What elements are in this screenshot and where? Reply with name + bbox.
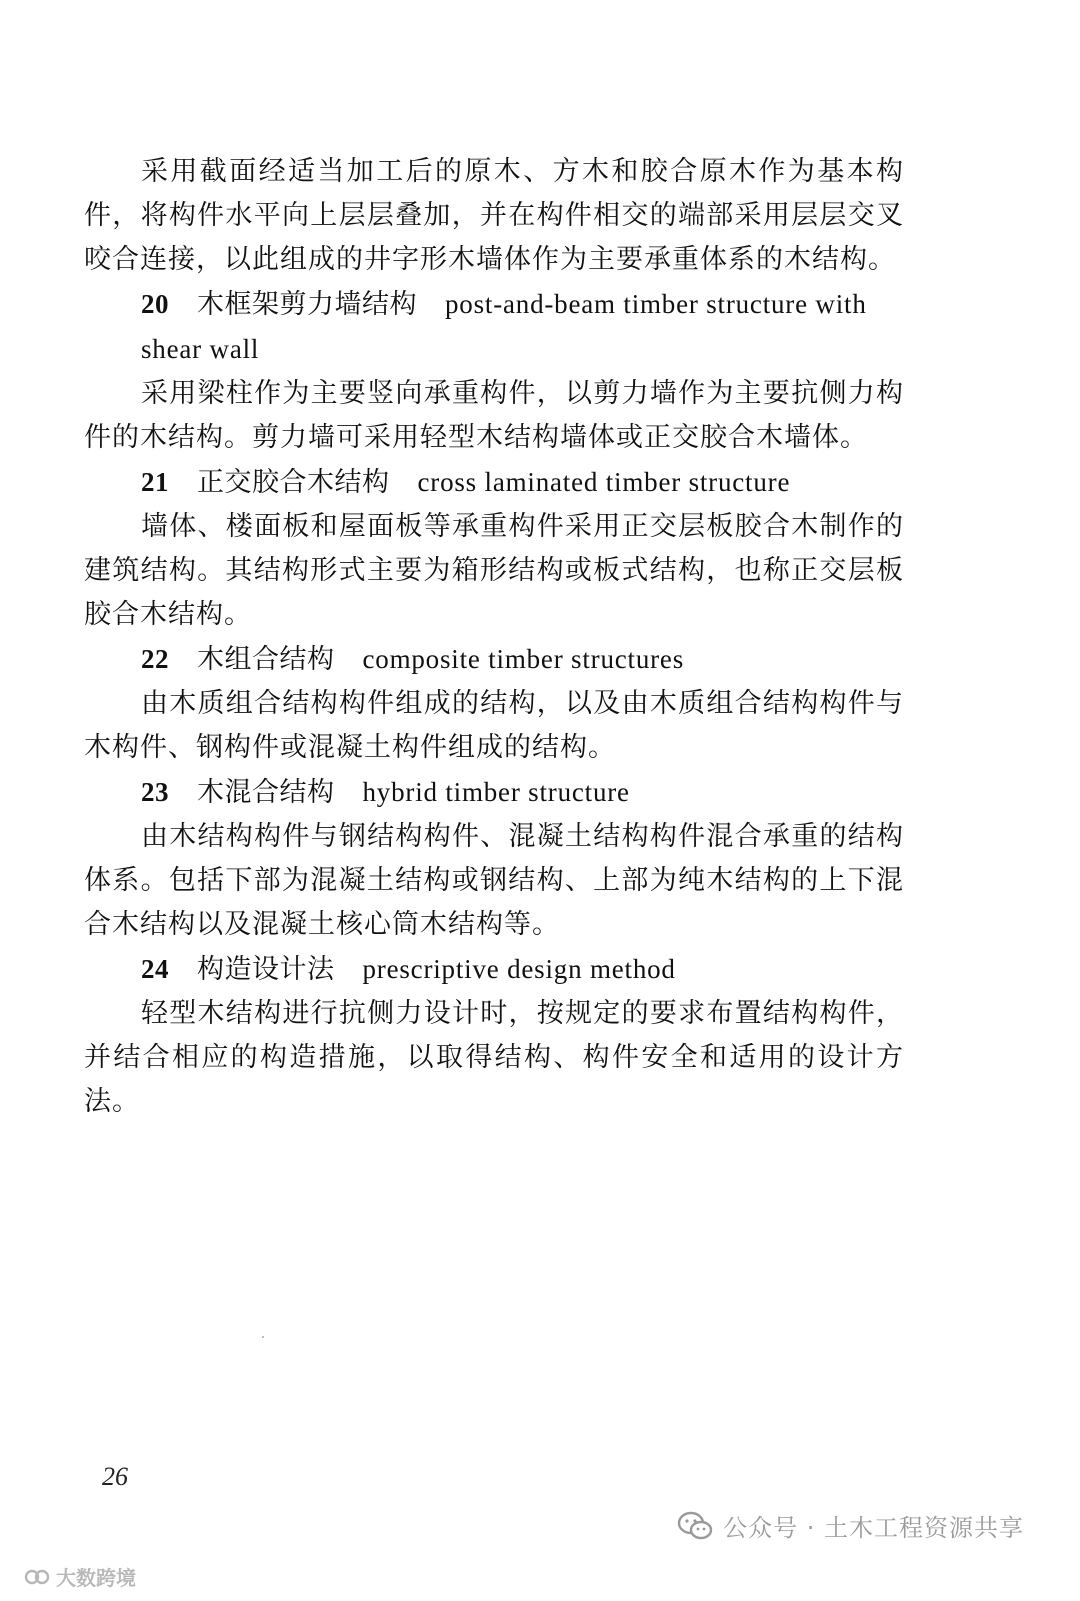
scan-speck xyxy=(262,1336,264,1338)
term-number: 23 xyxy=(141,777,169,807)
term-number: 22 xyxy=(141,644,169,674)
term-chinese: 木混合结构 xyxy=(197,777,335,808)
paragraph-19-definition: 采用截面经适当加工后的原木、方木和胶合原木作为基本构件，将构件水平向上层层叠加，并在构件相交的端部采用层层交叉咬合连接，以此组成的井字形木墙体作为主要承重体系的木结构。 xyxy=(84,156,904,275)
page-number: 26 xyxy=(102,1462,128,1491)
term-english: hybrid timber structure xyxy=(362,777,630,807)
term-heading-22 xyxy=(84,637,904,682)
term-chinese: 构造设计法 xyxy=(197,954,335,985)
term-heading-24 xyxy=(84,947,904,992)
term-english: prescriptive design method xyxy=(362,954,676,984)
watermark-wechat xyxy=(677,1508,1024,1543)
term-definition-24: 轻型木结构进行抗侧力设计时，按规定的要求布置结构构件，并结合相应的构造措施，以取得结构、构件安全和适用的设计方法。 xyxy=(84,998,904,1117)
wechat-icon xyxy=(677,1511,713,1541)
term-chinese: 木组合结构 xyxy=(197,644,335,675)
term-heading-23 xyxy=(84,770,904,815)
term-heading-20 xyxy=(84,282,904,372)
term-chinese: 木框架剪力墙结构 xyxy=(197,289,417,320)
term-chinese: 正交胶合木结构 xyxy=(197,467,390,498)
document-body xyxy=(84,150,904,1124)
logo-icon xyxy=(24,1566,50,1588)
term-heading-21 xyxy=(84,460,904,505)
term-english: post-and-beam timber structure with shear wall xyxy=(141,289,867,364)
term-number: 24 xyxy=(141,954,169,984)
watermark-brand xyxy=(24,1562,136,1591)
term-english: composite timber structures xyxy=(362,644,685,674)
term-definition-23: 由木结构构件与钢结构构件、混凝土结构构件混合承重的结构体系。包括下部为混凝土结构或钢结构、上部为纯木结构的上下混合木结构以及混凝土核心筒木结构等。 xyxy=(84,821,904,940)
term-definition-21: 墙体、楼面板和屋面板等承重构件采用正交层板胶合木制作的建筑结构。其结构形式主要为箱形结构或板式结构，也称正交层板胶合木结构。 xyxy=(84,511,904,630)
term-definition-20: 采用梁柱作为主要竖向承重构件，以剪力墙作为主要抗侧力构件的木结构。剪力墙可采用轻型木结构墙体或正交胶合木墙体。 xyxy=(84,378,904,453)
watermark-brand-text: 大数跨境 xyxy=(56,1566,136,1590)
term-english: cross laminated timber structure xyxy=(417,467,791,497)
term-number: 20 xyxy=(141,289,169,319)
term-number: 21 xyxy=(141,467,169,497)
watermark-text: 公众号 · 土木工程资源共享 xyxy=(723,1514,1024,1542)
term-definition-22: 由木质组合结构构件组成的结构，以及由木质组合结构构件与木构件、钢构件或混凝土构件组成的结构。 xyxy=(84,688,904,763)
